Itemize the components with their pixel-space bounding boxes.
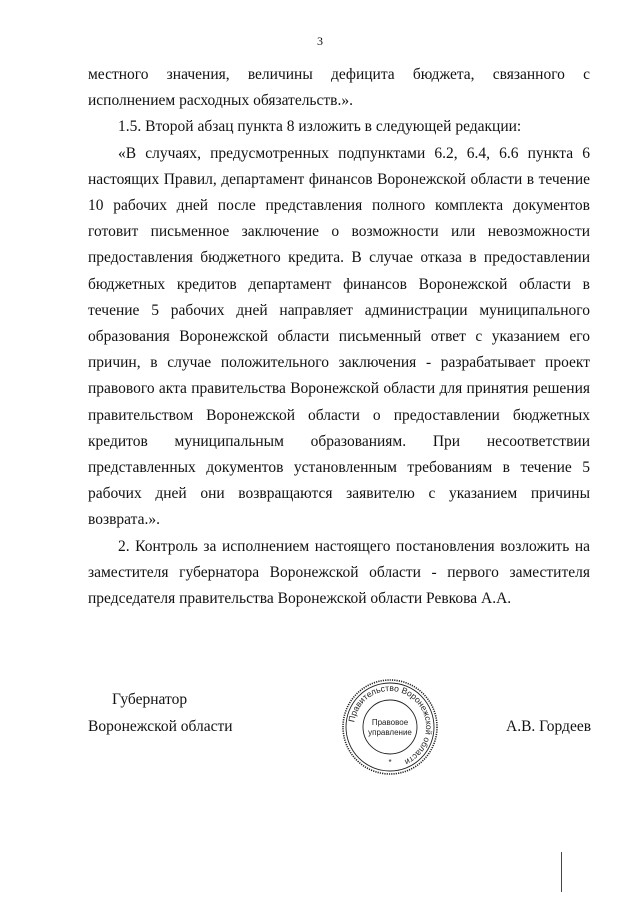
stamp-inner-ring [363,700,417,754]
paragraph-control-clause: 2. Контроль за исполнением настоящего постановления возложить на заместителя губернатора Воронежской области - первого заместителя председателя правительства Воронежской области Ревкова А.А. [88,537,590,608]
margin-mark [561,852,562,892]
stamp-star: * [388,758,392,767]
stamp-center-line-2: управление [368,728,412,737]
signatory-name: А.В. Гордеев [506,718,592,735]
signatory-region: Воронежской области [88,718,233,735]
stamp-center-line-1: Правовое [371,718,409,727]
document-body [88,62,590,612]
stamp-ring-text: Правительство Воронежской области [346,682,435,768]
paragraph-continuation: местного значения, величины дефицита бюджета, связанного с исполнением расходных обязательств.». [88,66,590,110]
paragraph-quoted-rule: «В случаях, предусмотренных подпунктами 6.2, 6.4, 6.6 пункта 6 настоящих Правил, департамент финансов Воронежской области в течение 10 рабочих дней после представления полного комплекта документов готовит письменное заключение о возможности или невозможности предоставления бюджетного кредита. В случае отказа в предоставлении бюджетных кредитов департамент финансов Воронежской области в течение 5 рабочих дней направляет администрации муниципального образования Воронежской области письменный ответ с указанием его причин, в случае положительного заключения - разрабатывает проект правового акта правительства Воронежской области для принятия решения правительством Воронежской области о предоставлении бюджетных кредитов муниципальным образованиям. При несоответствии представленных документов установленным требованиям в течение 5 рабочих дней они возвращаются заявителю с указанием причины возврата.». [88,144,590,529]
signatory-title [88,686,233,740]
page-number: 3 [317,34,323,48]
signatory-position: Губернатор [112,691,188,708]
paragraph-amendment-1-5: 1.5. Второй абзац пункта 8 изложить в следующей редакции: [118,118,522,136]
approval-stamp [340,677,440,777]
